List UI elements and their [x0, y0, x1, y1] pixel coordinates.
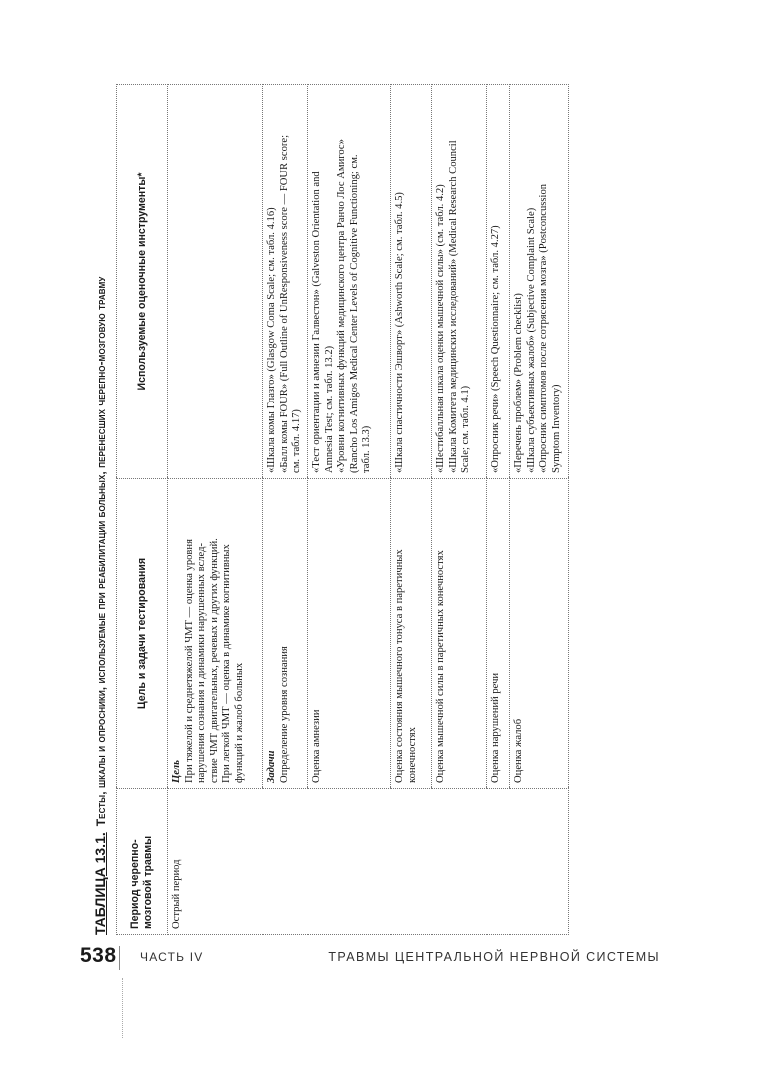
task-line: конечностях — [406, 727, 418, 783]
page-number: 538 — [80, 944, 117, 967]
task-cell — [487, 479, 510, 789]
goal-label: Цель — [171, 760, 182, 783]
task-line: Оценка амнезии — [311, 709, 322, 783]
task-line: Определение уровня сознания — [278, 646, 290, 783]
tool-line: Scale; см. табл. 4.1) — [460, 385, 472, 473]
goal-tools-cell — [168, 85, 263, 479]
tool-line: «Тест ориентации и амнезии Галвестон» (Galveston Orientation and — [311, 171, 322, 473]
task-cell — [391, 479, 432, 789]
tool-line: см. табл. 4.17) — [291, 409, 303, 473]
tools-cell — [487, 85, 510, 479]
table-row-goal — [168, 85, 263, 935]
tasks-label: Задачи — [266, 750, 277, 783]
tool-line: «Опросник симптомов после сотрясения мозга» (Postconcussion — [538, 183, 550, 473]
tool-line: Symptom Inventory) — [550, 384, 562, 473]
tool-line: Amnesia Test; см. табл. 13.2) — [323, 345, 335, 473]
tool-line: (Rancho Los Amigos Medical Center Levels of Cognitive Functioning; см. — [348, 154, 360, 473]
part-label: ЧАСТЬ IV — [140, 950, 204, 964]
goal-cell — [168, 479, 263, 789]
table-caption-text: Тесты, шкалы и опросники, используемые при реабилитации больных, перенесших черепно-мозговую травму — [94, 276, 108, 827]
tool-line: «Шкала субъективных жалоб» (Subjective Complaint Scale) — [525, 207, 537, 473]
tools-cell — [432, 85, 487, 479]
tools-cell — [510, 85, 569, 479]
task-line: Оценка мышечной силы в паретичных конечностях — [435, 550, 446, 783]
tools-cell — [263, 85, 308, 479]
running-title: ТРАВМЫ ЦЕНТРАЛЬНОЙ НЕРВНОЙ СИСТЕМЫ — [328, 950, 660, 964]
goal-line: При тяжелой и среднетяжелой ЧМТ — оценка уровня — [183, 539, 195, 783]
goal-line: нарушения сознания и динамики нарушенных вслед- — [196, 542, 208, 783]
task-cell — [510, 479, 569, 789]
task-line: Оценка жалоб — [513, 718, 524, 783]
header-goal: Цель и задачи тестирования — [117, 479, 168, 789]
header-tools: Используемые оценочные инструменты* — [117, 85, 168, 479]
tool-line: «Уровни когнитивных функций медицинского центра Ранчо Лос Амигос» — [336, 139, 348, 473]
tools-cell — [391, 85, 432, 479]
tool-line: «Опросник речи» (Speech Questionnaire; см. табл. 4.27) — [490, 225, 501, 473]
task-cell — [432, 479, 487, 789]
tool-line: «Шестибалльная шкала оценки мышечной силы» (см. табл. 4.2) — [435, 184, 446, 473]
header-period: Период черепно-мозговой травмы — [117, 789, 168, 935]
footer-divider — [119, 946, 120, 970]
task-line: Оценка состояния мышечного тонуса в паретичных — [394, 549, 405, 783]
goal-line: ствие ЧМТ двигательных, речевых и других функций. — [208, 538, 220, 783]
table-caption-label: ТАБЛИЦА 13.1. — [92, 832, 108, 935]
tool-line: «Шкала Комитета медицинских исследований» (Medical Research Council — [447, 140, 459, 473]
tool-line: «Балл комы FOUR» (Full Outline of UnResponsiveness score — FOUR score; — [278, 134, 290, 473]
table-caption — [90, 85, 112, 935]
margin-rule — [122, 978, 124, 1038]
tool-line: табл. 13.3) — [361, 425, 373, 473]
tools-cell — [308, 85, 391, 479]
rotated-table-area — [90, 85, 624, 935]
period-cell: Острый период — [168, 789, 569, 935]
goal-line: функций и жалоб больных — [233, 662, 245, 783]
tool-line: «Шкала комы Глазго» (Glasgow Coma Scale; см. табл. 4.16) — [266, 207, 277, 473]
tool-line: «Перечень проблем» (Problem checklist) — [513, 293, 524, 473]
task-cell — [308, 479, 391, 789]
task-line: Оценка нарушений речи — [490, 672, 501, 783]
page-footer — [80, 944, 660, 974]
rehab-assessment-table — [116, 84, 569, 935]
table-header-row — [117, 85, 168, 935]
task-cell — [263, 479, 308, 789]
goal-line: При легкой ЧМТ — оценка в динамике когнитивных — [221, 544, 233, 783]
tool-line: «Шкала спастичности Эшворт» (Ashworth Scale; см. табл. 4.5) — [394, 192, 405, 473]
